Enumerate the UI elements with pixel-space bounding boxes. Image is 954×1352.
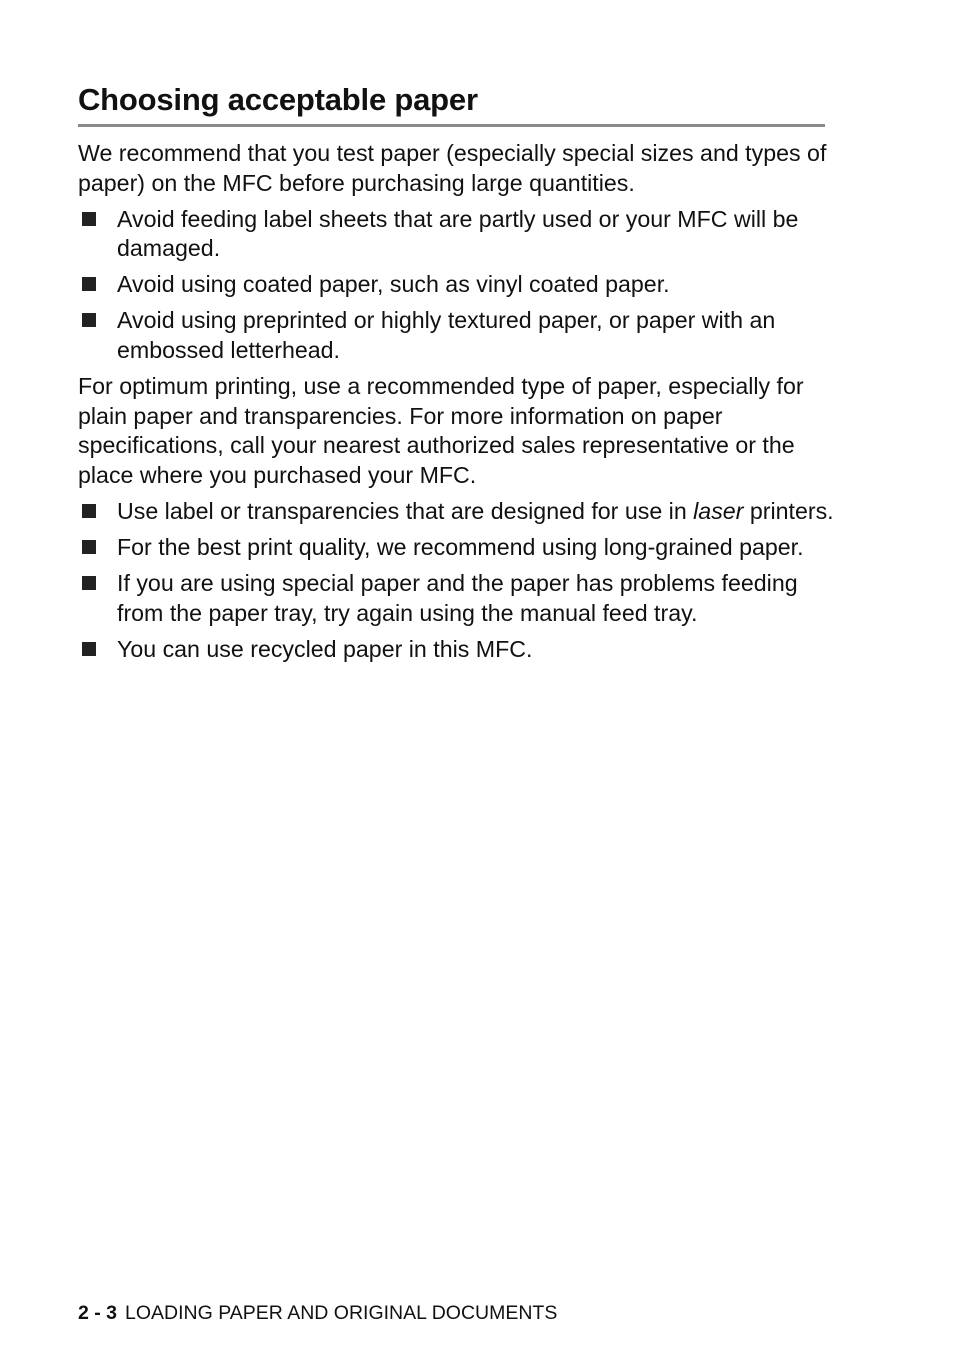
laser-text-before: Use label or transparencies that are designed for use in: [117, 498, 694, 525]
tips-list: [78, 497, 838, 664]
page-footer: [78, 1301, 557, 1325]
list-item: [78, 497, 838, 527]
square-bullet-icon: [82, 277, 96, 291]
square-bullet-icon: [82, 504, 96, 518]
list-item-text: [117, 498, 834, 524]
square-bullet-icon: [82, 540, 96, 554]
square-bullet-icon: [82, 212, 96, 226]
list-item-text: For the best print quality, we recommend using long-grained paper.: [117, 534, 804, 561]
chapter-title: LOADING PAPER AND ORIGINAL DOCUMENTS: [125, 1302, 558, 1324]
title-rule: [78, 124, 825, 127]
avoid-list: [78, 205, 838, 366]
laser-emphasis: laser: [693, 498, 744, 525]
list-item: [78, 205, 838, 264]
main-content: [78, 139, 838, 671]
list-item: [78, 306, 838, 365]
list-item: [78, 635, 838, 665]
square-bullet-icon: [82, 642, 96, 656]
list-item-text: If you are using special paper and the paper has problems feeding from the paper tray, try again using the manual feed tray.: [117, 570, 798, 626]
list-item: [78, 533, 838, 563]
list-item: [78, 569, 838, 628]
list-item-text: Avoid using preprinted or highly textured paper, or paper with an embossed letterhead.: [117, 307, 776, 364]
laser-text-after: printers.: [743, 498, 834, 525]
optimum-paragraph: For optimum printing, use a recommended type of paper, especially for plain paper and transparencies. For more information on paper specifications, call your nearest authorized sales representative or the place where you purchased your MFC.: [78, 373, 804, 488]
square-bullet-icon: [82, 576, 96, 590]
page-number: 2 - 3: [78, 1302, 118, 1324]
list-item-text: You can use recycled paper in this MFC.: [117, 635, 533, 662]
list-item: [78, 270, 838, 300]
list-item-text: Avoid feeding label sheets that are partly used or your MFC will be damaged.: [117, 205, 799, 262]
square-bullet-icon: [82, 313, 96, 327]
list-item-text: Avoid using coated paper, such as vinyl coated paper.: [117, 271, 670, 298]
intro-paragraph: We recommend that you test paper (especially special sizes and types of paper) on the MFC before purchasing large quantities.: [78, 140, 827, 196]
page-title: Choosing acceptable paper: [78, 82, 478, 117]
